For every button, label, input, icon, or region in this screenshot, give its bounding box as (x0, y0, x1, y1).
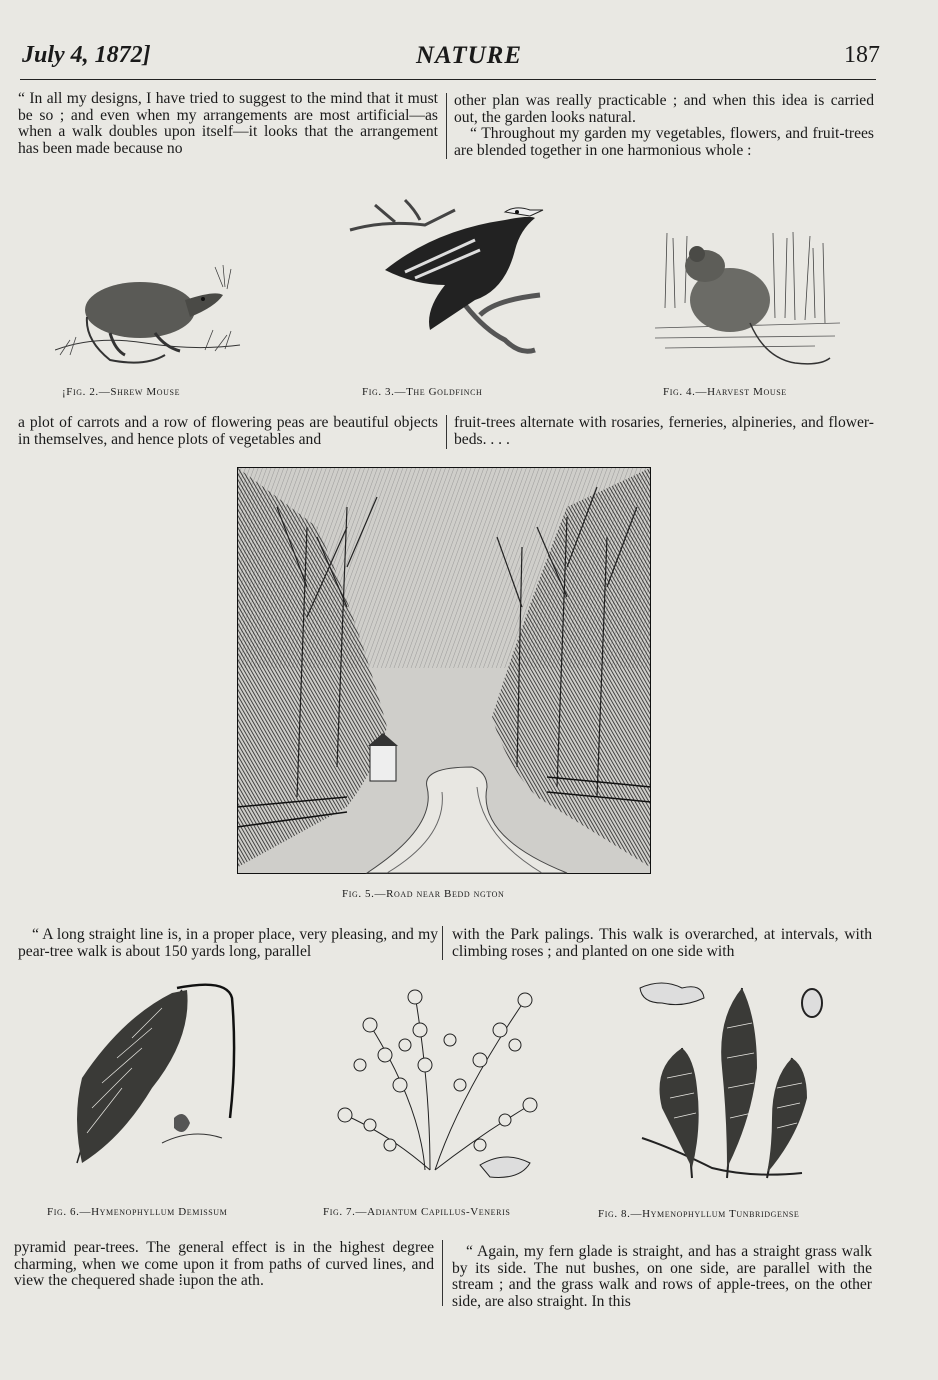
header-rule (20, 79, 876, 80)
paragraph-top-right-b: “ Throughout my garden my vegetables, flowers, and fruit-trees are blended together in one harmonious whole : (454, 125, 874, 159)
page-number: 187 (844, 42, 880, 68)
caption-fig2: ¡Fig. 2.—Shrew Mouse (62, 386, 181, 398)
journal-title: NATURE (415, 42, 523, 69)
paragraph-top-right (454, 93, 874, 159)
column-divider-2 (446, 415, 447, 449)
paragraph-bottom-left: pyramid pear-trees. The general effect is in the highest degree charming, when we come upon it from paths of curved lines, and view the chequered shade ⁞upon the ath. (14, 1239, 434, 1290)
harvest-mouse-illustration (655, 228, 840, 378)
caption-fig5: Fig. 5.—Road near Bedd ngton (342, 888, 505, 900)
goldfinch-illustration (345, 190, 550, 370)
paragraph-bottom-right: “ Again, my fern glade is straight, and has a straight grass walk by its side. The nut bushes, on one side, are parallel with the stream ; and the grass walk and rows of apple-trees, on the other side, are also straight. In this (452, 1243, 872, 1310)
column-divider (446, 93, 447, 159)
paragraph-mid-right: fruit-trees alternate with rosaries, ferneries, alpineries, and flower-beds. . . . (454, 414, 874, 448)
hymenophyllum-demissum-illustration (62, 978, 242, 1168)
paragraph-lower-right: with the Park palings. This walk is overarched, at intervals, with climbing roses ; and planted on one side with (452, 926, 872, 960)
caption-fig3: Fig. 3.—The Goldfinch (362, 386, 483, 398)
paragraph-top-left: “ In all my designs, I have tried to suggest to the mind that it must be so ; and even when my arrangements are most artificial—as when a walk doubles upon itself—it looks that the arrangement has been made because no (18, 90, 438, 157)
adiantum-capillus-veneris-illustration (330, 985, 545, 1185)
paragraph-mid-left: a plot of carrots and a row of flowering peas are beautiful objects in themselves, and hence plots of vegetables and (18, 414, 438, 448)
caption-fig8: Fig. 8.—Hymenophyllum Tunbridgense (598, 1208, 800, 1220)
road-engraving-illustration (237, 467, 651, 874)
caption-fig4: Fig. 4.—Harvest Mouse (663, 386, 787, 398)
hymenophyllum-tunbridgense-illustration (632, 978, 832, 1183)
column-divider-3 (442, 926, 443, 960)
paragraph-lower-left: “ A long straight line is, in a proper place, very pleasing, and my pear-tree walk is about 150 yards long, parallel (18, 926, 438, 960)
column-divider-4 (442, 1240, 443, 1306)
shrew-mouse-illustration (55, 255, 245, 370)
paragraph-top-right-a: other plan was really practicable ; and when this idea is carried out, the garden looks natural. (454, 92, 874, 126)
header-date: July 4, 1872] (22, 42, 151, 68)
caption-fig6: Fig. 6.—Hymenophyllum Demissum (47, 1206, 228, 1218)
caption-fig7: Fig. 7.—Adiantum Capillus-Veneris (323, 1206, 511, 1218)
